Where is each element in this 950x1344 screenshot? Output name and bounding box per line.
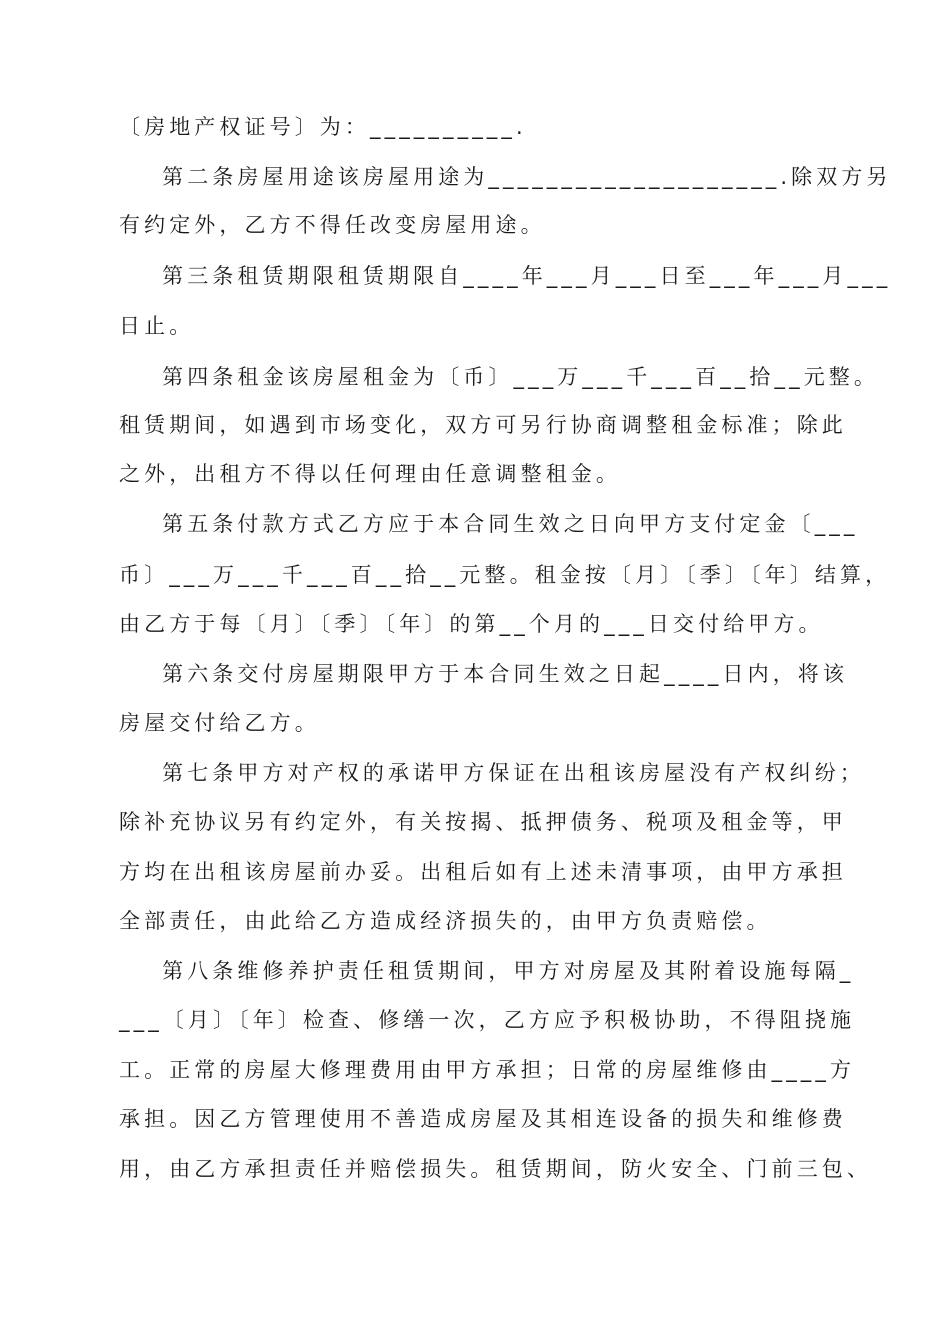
text-line: 币〕___万___千___百__拾__元整。租金按〔月〕〔季〕〔年〕结算， — [119, 563, 891, 587]
text-line: 除补充协议另有约定外，有关按揭、抵押债务、税项及租金等，甲 — [119, 810, 847, 834]
text-line: 第七条甲方对产权的承诺甲方保证在出租该房屋没有产权纠纷； — [119, 761, 865, 785]
text-line: 租赁期间，如遇到市场变化，双方可另行协商调整租金标准；除此 — [119, 413, 847, 437]
text-line: 由乙方于每〔月〕〔季〕〔年〕的第__个月的___日交付给甲方。 — [119, 612, 824, 636]
text-line: 工。正常的房屋大修理费用由甲方承担；日常的房屋维修由____方 — [119, 1058, 856, 1082]
text-line: 第六条交付房屋期限甲方于本合同生效之日起____日内，将该 — [119, 662, 848, 686]
text-line: 第二条房屋用途该房屋用途为____________________.除双方另 — [119, 165, 892, 189]
text-line: 有约定外，乙方不得任改变房屋用途。 — [119, 213, 546, 237]
text-line: ___〔月〕〔年〕检查、修缮一次，乙方应予积极协助，不得阻挠施 — [119, 1008, 856, 1032]
text-line: 之外，出租方不得以任何理由任意调整租金。 — [119, 462, 621, 486]
text-line: 房屋交付给乙方。 — [119, 711, 320, 735]
text-line: 方均在出租该房屋前办妥。出租后如有上述未清事项，由甲方承担 — [119, 860, 847, 884]
text-line: 第八条维修养护责任租赁期间，甲方对房屋及其附着设施每隔_ — [119, 959, 855, 983]
text-line: 第五条付款方式乙方应于本合同生效之日向甲方支付定金〔___ — [119, 512, 859, 536]
text-line: 用，由乙方承担责任并赔偿损失。租赁期间，防火安全、门前三包、 — [119, 1157, 872, 1181]
text-line: 日止。 — [119, 314, 195, 338]
text-line: 全部责任，由此给乙方造成经济损失的，由甲方负责赔偿。 — [119, 909, 772, 933]
text-line: 第四条租金该房屋租金为〔币〕___万___千___百__拾__元整。 — [119, 365, 879, 389]
text-line: 〔房地产权证号〕为：__________. — [119, 115, 527, 139]
text-line: 第三条租赁期限租赁期限自____年___月___日至___年___月___ — [119, 264, 892, 288]
text-line: 承担。因乙方管理使用不善造成房屋及其相连设备的损失和维修费 — [119, 1107, 847, 1131]
